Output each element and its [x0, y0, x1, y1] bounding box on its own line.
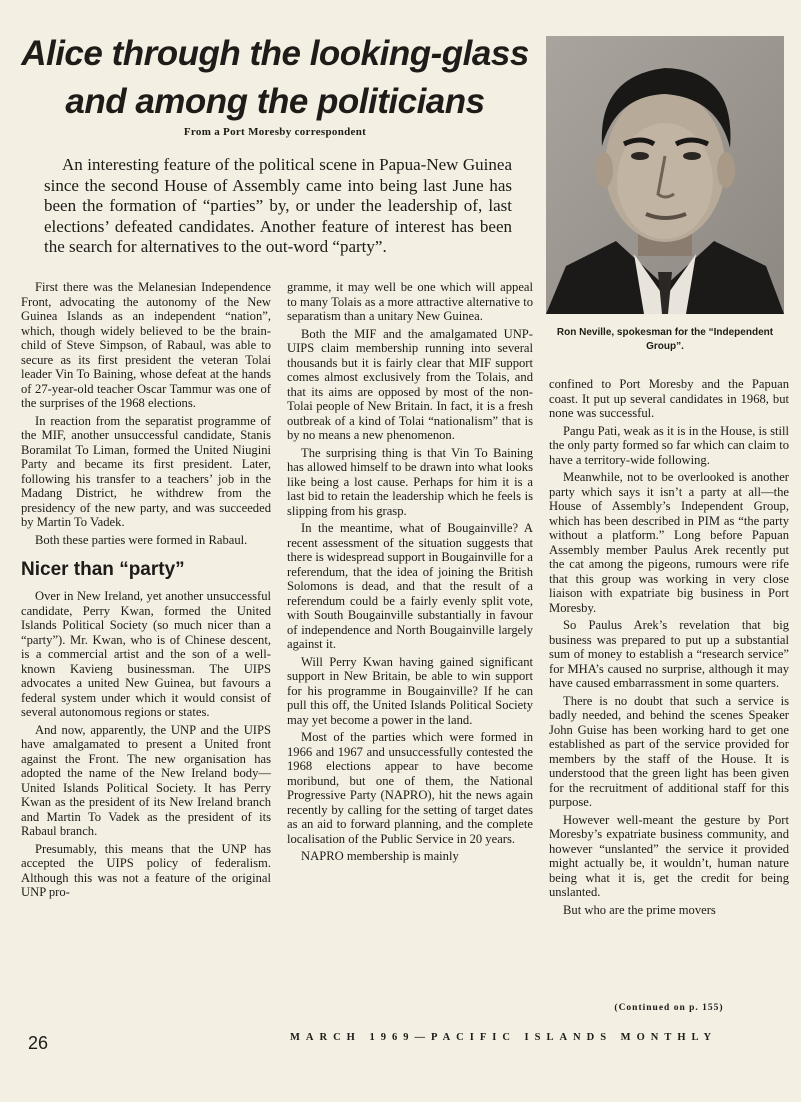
- column-1: [21, 280, 271, 903]
- continued-note: (Continued on p. 155): [614, 1003, 724, 1013]
- title-line-2: and among the politicians: [65, 82, 485, 121]
- article-title: [20, 30, 530, 126]
- title-line-1: Alice through the looking-glass: [21, 34, 529, 73]
- paragraph: NAPRO membership is mainly: [301, 849, 459, 863]
- section-subhead: Nicer than “party”: [21, 559, 185, 580]
- paragraph: Both these parties were formed in Rabaul.: [35, 532, 248, 547]
- paragraph: However well-meant the gesture by Port Moresby’s expatriate business community, and however “unslanted” the service it provided might actually be, it wouldn’t, human nature being what it is, get the credit for being unslanted.: [549, 812, 789, 899]
- paragraph: Meanwhile, not to be overlooked is another party which says it isn’t a party at all—the House of Assembly’s Independent Group, which has been described in PIM as “the party without a platform.” Long before Papuan Assembly member Paulus Arek recently put the cat among the pigeons, rumours were rife that this group was working in very close liaison with expatriate big business in Port Moresby.: [549, 470, 789, 615]
- paragraph: Pangu Pati, weak as it is in the House, is still the only party formed so far which can claim to have a territory-wide following.: [549, 423, 789, 467]
- portrait-photo: [546, 36, 784, 314]
- paragraph: Over in New Ireland, yet another unsuccessful candidate, Perry Kwan, formed the United Islands Political Society (so much nicer than a “party”). Mr. Kwan, who is of Chinese descent, is a commercial artist and the son of a well-known Kavieng businessman. The UIPS advocates a united New Guinea, but favours a federal system under which it would consist of several autonomous regions or states.: [21, 589, 271, 719]
- paragraph: There is no doubt that such a service is badly needed, and behind the scenes Speaker John Guise has been working hard to get one established as part of the service provided for members by the staff of the House. It is understood that the green light has been given for the recruitment of additional staff for this purpose.: [549, 693, 789, 809]
- paragraph: So Paulus Arek’s revelation that big business was prepared to put up a substantial sum of money to establish a “research service” for MHA’s caused no surprise, although it may have caused embarrassment in some quarters.: [549, 618, 789, 690]
- paragraph: In reaction from the separatist programme of the MIF, another unsuccessful candidate, Stanis Boramilat To Liman, formed the United Niugini Party and became its first president. Later, following his transfer to a teachers’ job in the Madang District, he withdrew from the presidency of the new party, and was succeeded by Martin To Vadek.: [21, 413, 271, 529]
- paragraph: But who are the prime movers: [563, 902, 716, 917]
- paragraph: The surprising thing is that Vin To Baining has allowed himself to be drawn into what looks like being a lost cause. Perhaps for him it is a last bid to retain the leadership which he feels is slipping from his grasp.: [287, 445, 533, 518]
- paragraph: Presumably, this means that the UNP has accepted the UIPS policy of federalism. Although this was not a feature of the original UNP pro-: [21, 841, 271, 899]
- column-3: [549, 377, 789, 920]
- portrait-illustration: [546, 36, 784, 314]
- paragraph: First there was the Melanesian Independence Front, advocating the autonomy of the New Guinea Islands as an independent “nation”, which, though widely believed to be the brain-child of Steve Simpson, of Rabaul, was able to secure as its first president the veteran Tolai leader Vin To Baining, whose defeat at the hands of 27-year-old teacher Oscar Tammur was one of the surprises of the 1968 elections.: [21, 280, 271, 410]
- paragraph: Will Perry Kwan having gained significant support in New Britain, be able to win support for his programme in Bougainville? If he can pull this off, the United Islands Political Society may yet become a power in the land.: [287, 654, 533, 727]
- intro-paragraph: An interesting feature of the political scene in Papua-New Guinea since the second House of Assembly came into being last June has been the formation of “parties” by, or under the leadership of, last elections’ defeated candidates. Another feature of interest has been the search for alternatives to the out-word “party”.: [44, 155, 512, 256]
- running-footer: MARCH 1969—PACIFIC ISLANDS MONTHLY: [290, 1032, 718, 1043]
- column-2: [287, 280, 533, 867]
- paragraph: gramme, it may well be one which will appeal to many Tolais as a more attractive alternative to separatism than a unitary New Guinea.: [287, 280, 533, 323]
- page-number: 26: [28, 1033, 49, 1053]
- paragraph: Most of the parties which were formed in 1966 and 1967 and unsuccessfully contested the 1968 elections appear to have become moribund, but one of them, the National Progressive Party (NAPRO), hit the news again recently by calling for the setting of target dates as an aid to forward planning, and the complete localisation of the Public Service in 20 years.: [287, 730, 533, 846]
- paragraph: In the meantime, what of Bougainville? A recent assessment of the situation suggests that there is widespread support in Bougainville for a referendum, that the idea of joining the British Solomons is dead, and that the result of a referendum could be a fairly evenly split vote, with South Bougainville substantially in favour of independence and North Bougainville largely against it.: [287, 521, 533, 651]
- paragraph: Both the MIF and the amalgamated UNP-UIPS claim membership running into several thousands but it is fairly clear that MIF support comes almost exclusively from the Tolais, and that its aims are opposed by most of the non-Tolai people of New Britain. In fact, it is a fresh outbreak of a kind of Tolai “nationalism” that is by no means a new phenomenon.: [287, 326, 533, 442]
- byline: From a Port Moresby correspondent: [183, 126, 367, 138]
- photo-caption: Ron Neville, spokesman for the “Independent Group”.: [556, 327, 774, 352]
- paragraph: And now, apparently, the UNP and the UIPS have amalgamated to present a United front against the Front. The new organisation has adopted the name of the New Ireland body—United Islands Political Society. It has Perry Kwan as the president of its New Ireland branch and Martin To Vadek as the president of its Rabaul branch.: [21, 722, 271, 838]
- paragraph: confined to Port Moresby and the Papuan coast. It put up several candidates in 1968, but none was successful.: [549, 377, 789, 420]
